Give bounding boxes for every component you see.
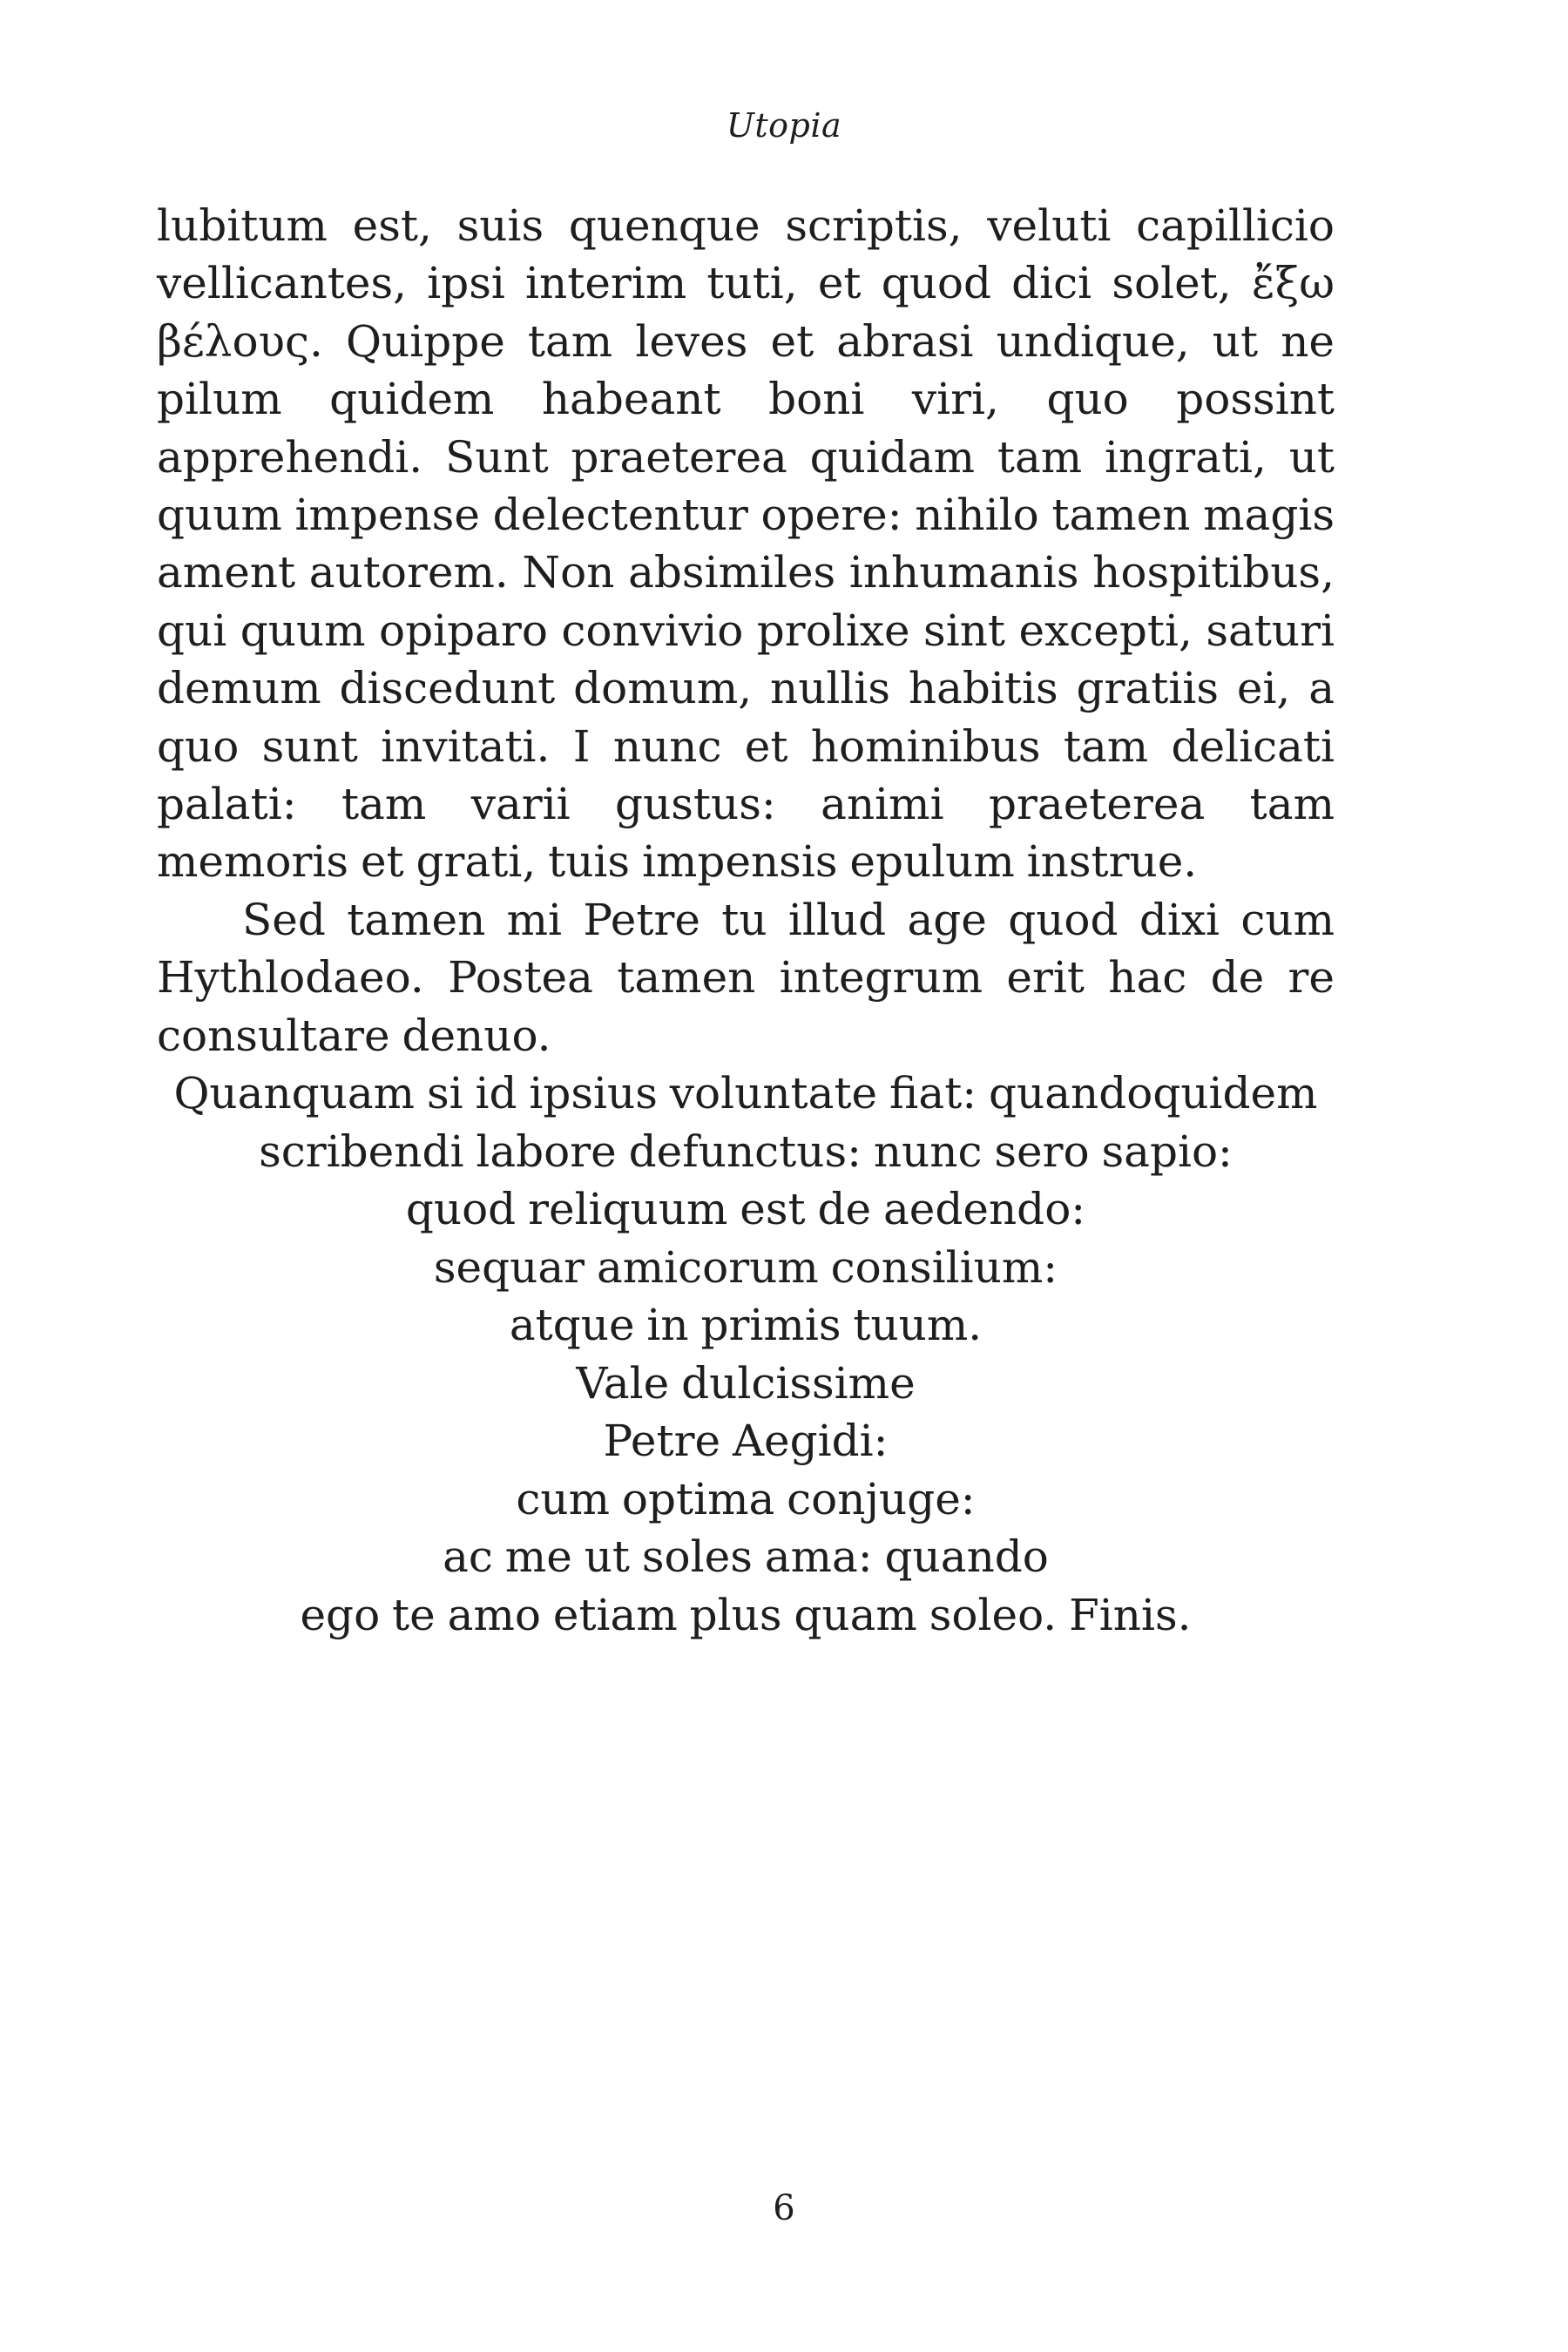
closing-line: Vale dulcissime [576, 1357, 916, 1409]
closing-line: ac me ut soles ama: quando [443, 1531, 1049, 1582]
paragraph-1-text: lubitum est, suis quenque scriptis, veluti capillicio vellicantes, ipsi interim tuti, et quod dici solet, [157, 200, 1335, 309]
running-head: Utopia [726, 106, 842, 145]
closing-line: quod reliquum est de aedendo: [405, 1184, 1086, 1234]
closing-salutation [157, 1064, 1335, 1644]
closing-line: cum optima conjuge: [516, 1473, 976, 1524]
closing-line: scribendi labore defunctus: nunc sero sapio: [259, 1125, 1233, 1177]
closing-line: atque in primis tuum. [509, 1300, 983, 1350]
page-number: 6 [773, 2188, 795, 2228]
paragraph-1-rest: . Quippe tam leves et abrasi undique, ut ne pilum quidem habeant boni viri, quo possint apprehendi. Sunt praeterea quidam tam ingrati, ut quum impense delectentur opere: nihilo tamen magis ament autorem. Non absimiles inhumanis hospitibus, qui quum opiparo convivio prolixe sint excepti, saturi demum discedunt domum, nullis habitis gratiis ei, a quo sunt invitati. I nunc et hominibus tam delicati palati: tam varii gustus: animi praeterea tam memoris et grati, tuis impensis epulum instrue. [157, 315, 1335, 888]
body-text [157, 197, 1335, 1064]
closing-line: Petre Aegidi: [603, 1416, 889, 1466]
greek-phrase: ἔξω βέλους [157, 258, 1335, 367]
closing-line: sequar amicorum consilium: [433, 1241, 1058, 1293]
closing-line: ego te amo etiam plus quam soleo. Finis. [300, 1589, 1192, 1640]
paragraph-2: Sed tamen mi Petre tu illud age quod dixi cum Hythlodaeo. Postea tamen integrum erit hac de re consultare denuo. [157, 894, 1335, 1061]
closing-line: Quanquam si id ipsius voluntate fiat: quandoquidem [173, 1068, 1318, 1119]
paragraph-1 [157, 197, 1335, 891]
